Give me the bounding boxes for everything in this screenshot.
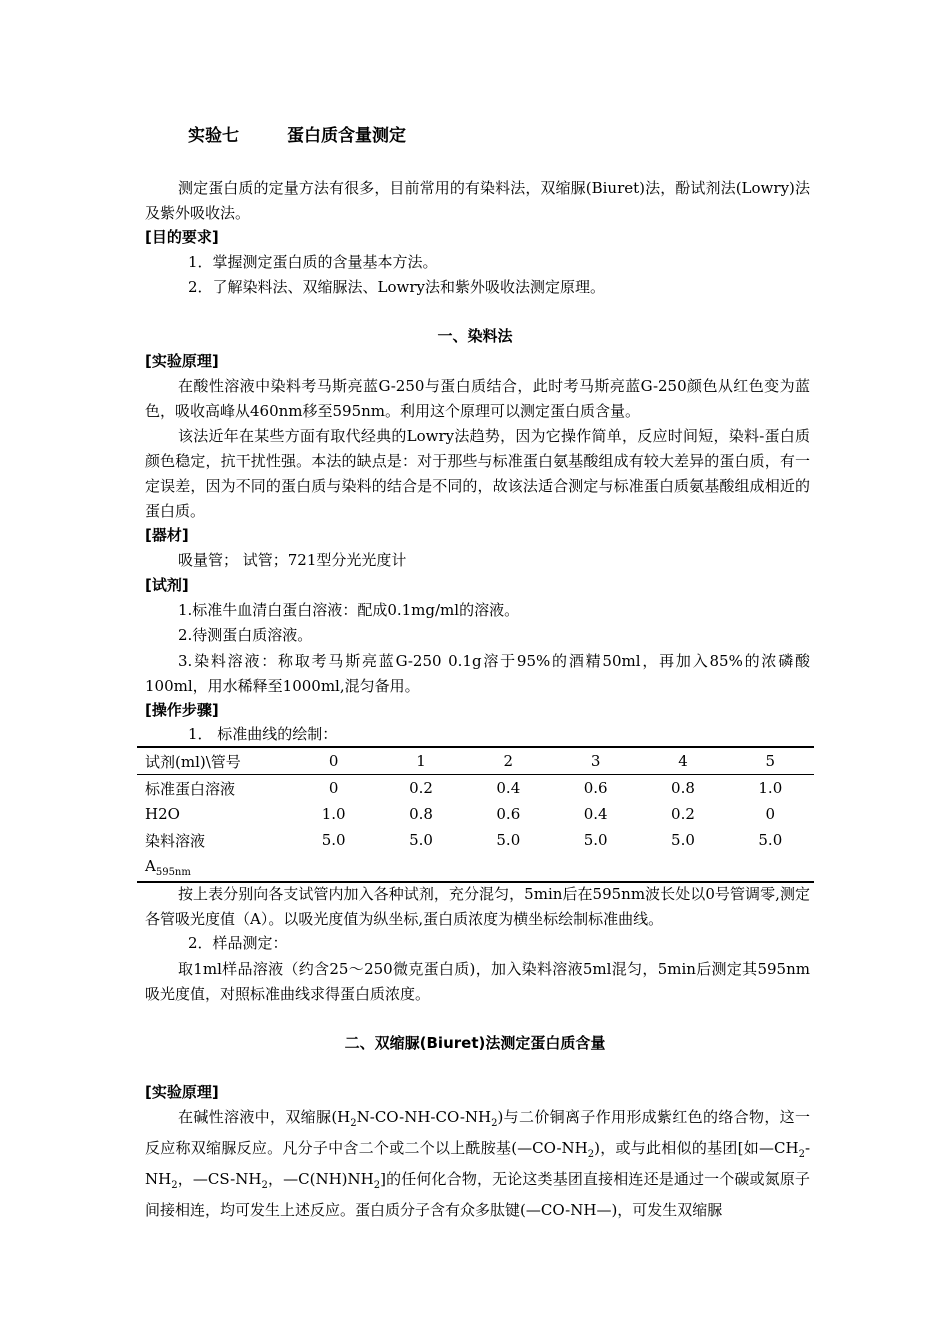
equipment-text: 吸量管； 试管；721型分光光度计	[178, 551, 407, 569]
experiment-title	[188, 125, 406, 147]
table-cell: 0.4	[583, 805, 608, 823]
table-row	[137, 775, 814, 802]
step-2-title: 2．样品测定：	[188, 934, 288, 952]
table-cell: 5.0	[409, 831, 433, 849]
table-cell: 0.6	[496, 805, 521, 823]
table-header-row	[137, 747, 814, 775]
table-cell: 5.0	[758, 831, 783, 849]
principle-heading-2: [实验原理]	[145, 1083, 219, 1101]
biuret-principle-paragraph: 在碱性溶液中，双缩脲$(H_2N-CO-NH-CO-NH_2)$与二价铜离子作用形成紫红色的络合物，这一反应称双缩脲反应。凡分子中含二个或二个以上酰胺基$(—CO-NH_2)$，或与此相似的基团[如$—CH_2-NH_2$，$—CS-NH_2$，$—C(NH)NH_2$]的任何化合物，无论这类基团直接相连还是通过一个碳或氮原子间接相连，均可发生上述反应。蛋白质分子含有众多肽键(—CO-NH—)，可发生双缩脲	[145, 1108, 811, 1219]
table-cell: 5.0	[583, 831, 608, 849]
table-row	[137, 801, 814, 827]
table-cell: 0.2	[671, 805, 695, 823]
table-cell: 0.6	[583, 779, 608, 797]
table-cell	[377, 853, 464, 882]
table-cell: H2O	[145, 805, 180, 823]
table-header-cell: 5	[727, 747, 814, 775]
principle-paragraph-2: 该法近年在某些方面有取代经典的Lowry法趋势，因为它操作简单，反应时间短，染料-蛋白质颜色稳定，抗干扰性强。本法的缺点是：对于那些与标准蛋白氨基酸组成有较大差异的蛋白质，有一定误差，因为不同的蛋白质与染料的结合是不同的，故该法适合测定与标准蛋白质氨基酸组成相近的蛋白质。	[145, 427, 810, 520]
table-cell-absorbance-label: $A_{595nm}$	[137, 853, 290, 882]
after-table-paragraph: 按上表分别向各支试管内加入各种试剂，充分混匀，5min后在595nm波长处以0号管调零,测定各管吸光度值（A）。以吸光度值为纵坐标,蛋白质浓度为横坐标绘制标准曲线。	[145, 885, 810, 928]
table-cell: 0.2	[409, 779, 433, 797]
table-cell: 标准蛋白溶液	[145, 779, 236, 798]
reagent-3: 3.染料溶液：称取考马斯亮蓝G-250 0.1g溶于95%的酒精50ml，再加入85%的浓磷酸100ml，用水稀释至1000ml,混匀备用。	[145, 652, 810, 695]
table-cell: 1.0	[758, 779, 783, 797]
reagent-2: 2.待测蛋白质溶液。	[178, 626, 313, 644]
step-2-paragraph: 取1ml样品溶液（约含25～250微克蛋白质)，加入染料溶液5ml混匀，5min后测定其595nm吸光度值，对照标准曲线求得蛋白质浓度。	[145, 960, 810, 1003]
purpose-item-1: 1．掌握测定蛋白质的含量基本方法。	[188, 253, 438, 271]
table-cell: 染料溶液	[145, 831, 206, 850]
purpose-heading: [目的要求]	[145, 228, 219, 246]
table-cell	[639, 853, 726, 882]
experiment-number: 实验七	[188, 126, 239, 146]
table-header-cell: 试剂(ml)\管号	[137, 747, 290, 775]
experiment-name: 蛋白质含量测定	[287, 126, 406, 146]
table-cell: 5.0	[671, 831, 695, 849]
table-cell	[465, 853, 552, 882]
step-1-title: 1． 标准曲线的绘制：	[188, 725, 338, 743]
table-cell: 0	[765, 805, 776, 823]
reagent-1: 1.标准牛血清白蛋白溶液：配成0.1mg/ml的溶液。	[178, 601, 520, 619]
table-header-cell: 0	[290, 747, 377, 775]
equipment-heading: [器材]	[145, 526, 189, 544]
standard-curve-table	[137, 746, 814, 883]
principle-paragraph-1: 在酸性溶液中染料考马斯亮蓝G-250与蛋白质结合，此时考马斯亮蓝G-250颜色从红色变为蓝色，吸收高峰从460nm移至595nm。利用这个原理可以测定蛋白质含量。	[145, 377, 810, 420]
table-cell	[727, 853, 814, 882]
table-header-cell: 4	[639, 747, 726, 775]
table-header-cell: 2	[465, 747, 552, 775]
table-cell: 5.0	[496, 831, 521, 849]
reagents-heading: [试剂]	[145, 576, 189, 594]
table-row-absorbance	[137, 853, 814, 882]
table-cell	[552, 853, 639, 882]
section-1-title: 一、染料法	[437, 327, 513, 345]
table-header-cell: 3	[552, 747, 639, 775]
table-cell: 0.8	[671, 779, 695, 797]
table-cell: 0.4	[496, 779, 521, 797]
table-header-cell: 1	[377, 747, 464, 775]
intro-paragraph: 测定蛋白质的定量方法有很多，目前常用的有染料法，双缩脲(Biuret)法，酚试剂法(Lowry)法及紫外吸收法。	[145, 179, 810, 222]
steps-heading: [操作步骤]	[145, 701, 219, 719]
purpose-item-2: 2．了解染料法、双缩脲法、Lowry法和紫外吸收法测定原理。	[188, 278, 606, 296]
table-row	[137, 827, 814, 853]
table-cell: 0	[328, 779, 339, 797]
table-cell: 0.8	[409, 805, 433, 823]
table-cell: 5.0	[321, 831, 346, 849]
table-cell	[290, 853, 377, 882]
table-cell: 1.0	[321, 805, 346, 823]
principle-heading-1: [实验原理]	[145, 352, 219, 370]
section-2-title: 二、双缩脲(Biuret)法测定蛋白质含量	[344, 1034, 606, 1052]
